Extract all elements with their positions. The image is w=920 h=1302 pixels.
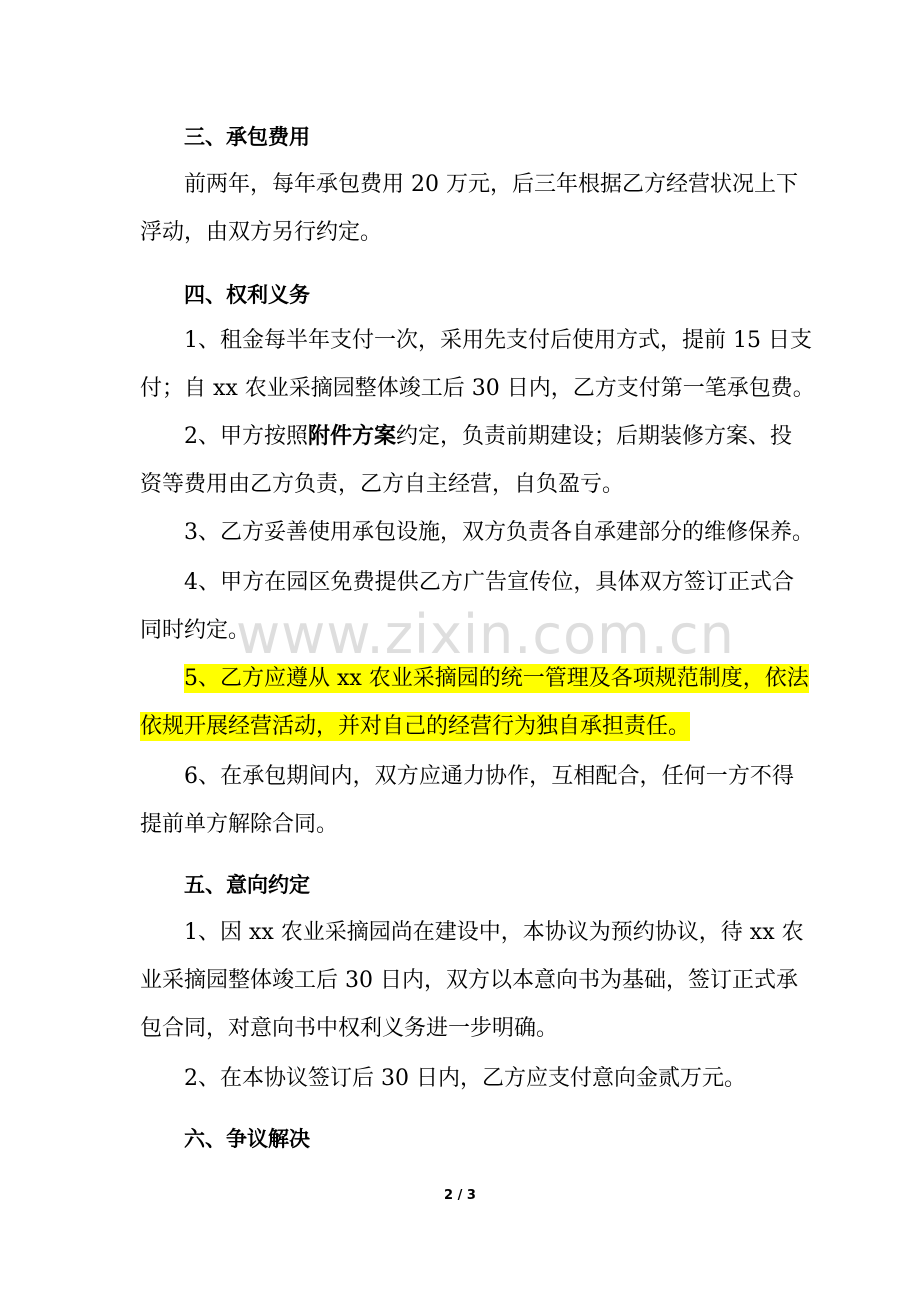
- paragraph-line: 1、租金每半年支付一次，采用先支付后使用方式，提前 15 日支: [184, 328, 812, 353]
- paragraph-text: 2、甲方按照: [184, 424, 308, 449]
- paragraph-line: 3、乙方妥善使用承包设施，双方负责各自承建部分的维修保养。: [184, 520, 814, 545]
- paragraph-line: 提前单方解除合同。: [140, 812, 339, 837]
- highlighted-line: [140, 712, 790, 742]
- paragraph-line: 2、在本协议签订后 30 日内，乙方应支付意向金贰万元。: [184, 1066, 746, 1091]
- emphasized-text: 附件方案: [308, 424, 397, 449]
- watermark-text: www.zixin.com.cn: [236, 603, 735, 666]
- section-heading: 六、争议解决: [184, 1127, 310, 1151]
- paragraph-line: 浮动，由双方另行约定。: [140, 220, 383, 245]
- paragraph-line: 6、在承包期间内，双方应通力协作，互相配合，任何一方不得: [184, 764, 794, 789]
- section-heading: 五、意向约定: [184, 873, 310, 897]
- section-heading: 三、承包费用: [184, 125, 310, 149]
- paragraph-line: [184, 422, 794, 452]
- paragraph-line: 资等费用由乙方负责，乙方自主经营，自负盈亏。: [140, 472, 625, 497]
- paragraph-line: 前两年，每年承包费用 20 万元，后三年根据乙方经营状况上下: [184, 172, 798, 197]
- section-heading: 四、权利义务: [184, 283, 310, 307]
- highlighted-line: [184, 664, 809, 694]
- paragraph-line: 包合同，对意向书中权利义务进一步明确。: [140, 1016, 559, 1041]
- page-number: 2 / 3: [444, 1188, 476, 1203]
- highlighted-text: 依规开展经营活动，并对自己的经营行为独自承担责任。: [140, 714, 691, 739]
- paragraph-line: 同时约定。: [140, 618, 251, 643]
- paragraph-line: 业采摘园整体竣工后 30 日内，双方以本意向书为基础，签订正式承: [140, 968, 798, 993]
- paragraph-line: 1、因 xx 农业采摘园尚在建设中，本协议为预约协议，待 xx 农: [184, 920, 804, 945]
- paragraph-line: 付；自 xx 农业采摘园整体竣工后 30 日内，乙方支付第一笔承包费。: [140, 376, 815, 401]
- paragraph-line: 4、甲方在园区免费提供乙方广告宣传位，具体双方签订正式合: [184, 570, 794, 595]
- paragraph-text: 约定，负责前期建设；后期装修方案、投: [396, 424, 793, 449]
- highlighted-text: 5、乙方应遵从 xx 农业采摘园的统一管理及各项规范制度，依法: [184, 666, 809, 691]
